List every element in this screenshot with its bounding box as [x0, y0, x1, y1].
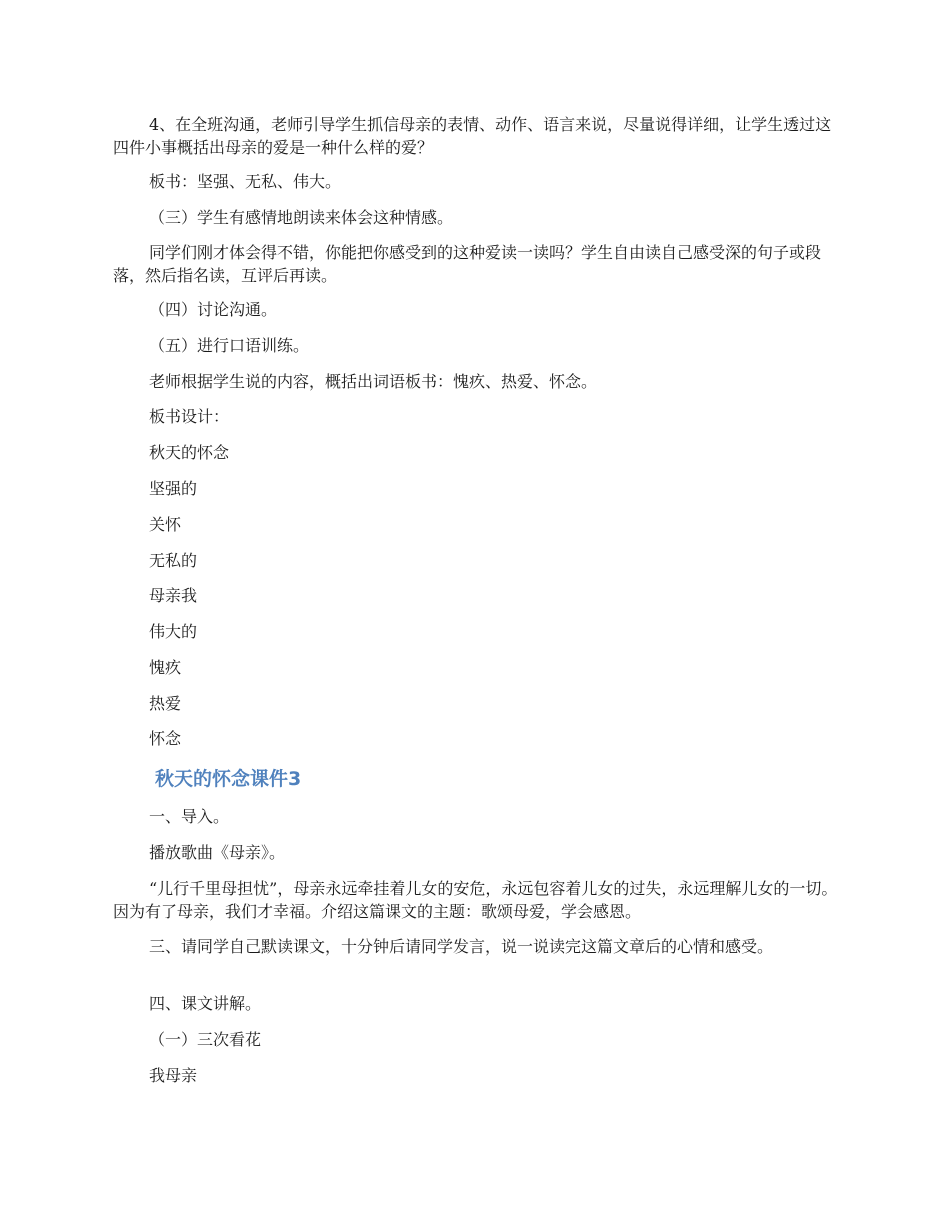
paragraph-theme: “儿行千里母担忧”，母亲永远牵挂着儿女的安危，永远包容着儿女的过失，永远理解儿女的一切。因为有了母亲，我们才幸福。介绍这篇课文的主题：歌颂母爱，学会感恩。 [113, 879, 838, 921]
board-line: 无私的 [149, 551, 198, 570]
paragraph-board-design: 板书设计： [149, 407, 230, 426]
board-line: 关怀 [149, 515, 182, 534]
paragraph-lesson-explanation: 四、课文讲解。 [149, 994, 262, 1013]
paragraph-silent-reading: 三、请同学自己默读课文，十分钟后请同学发言，说一说读完这篇文章后的心情和感受。 [149, 937, 774, 956]
board-line: 母亲我 [149, 586, 198, 605]
board-line: 怀念 [149, 729, 182, 748]
paragraph-my-mother: 我母亲 [149, 1066, 198, 1085]
paragraph-discussion: 4、在全班沟通，老师引导学生抓信母亲的表情、动作、语言来说，尽量说得详细，让学生透过这四件小事概括出母亲的爱是一种什么样的爱？ [113, 115, 832, 157]
board-line: 伟大的 [149, 622, 198, 641]
section-heading: 秋天的怀念课件3 [155, 768, 302, 790]
paragraph-board-writing: 板书：坚强、无私、伟大。 [149, 172, 342, 191]
board-line: 坚强的 [149, 479, 198, 498]
paragraph-three-flowers: （一）三次看花 [149, 1030, 262, 1049]
board-line: 秋天的怀念 [149, 443, 230, 462]
board-line: 热爱 [149, 694, 182, 713]
paragraph-intro: 一、导入。 [149, 807, 230, 826]
paragraph-section-five: （五）进行口语训练。 [149, 336, 310, 355]
board-line: 愧疚 [149, 658, 182, 677]
paragraph-play-song: 播放歌曲《母亲》。 [149, 843, 286, 862]
paragraph-reading-aloud: 同学们刚才体会得不错，你能把你感受到的这种爱读一读吗？学生自由读自己感受深的句子或段落，然后指名读，互评后再读。 [113, 243, 822, 285]
paragraph-summary-words: 老师根据学生说的内容，概括出词语板书：愧疚、热爱、怀念。 [149, 372, 598, 391]
paragraph-section-four: （四）讨论沟通。 [149, 300, 278, 319]
paragraph-section-three: （三）学生有感情地朗读来体会这种情感。 [149, 208, 454, 227]
